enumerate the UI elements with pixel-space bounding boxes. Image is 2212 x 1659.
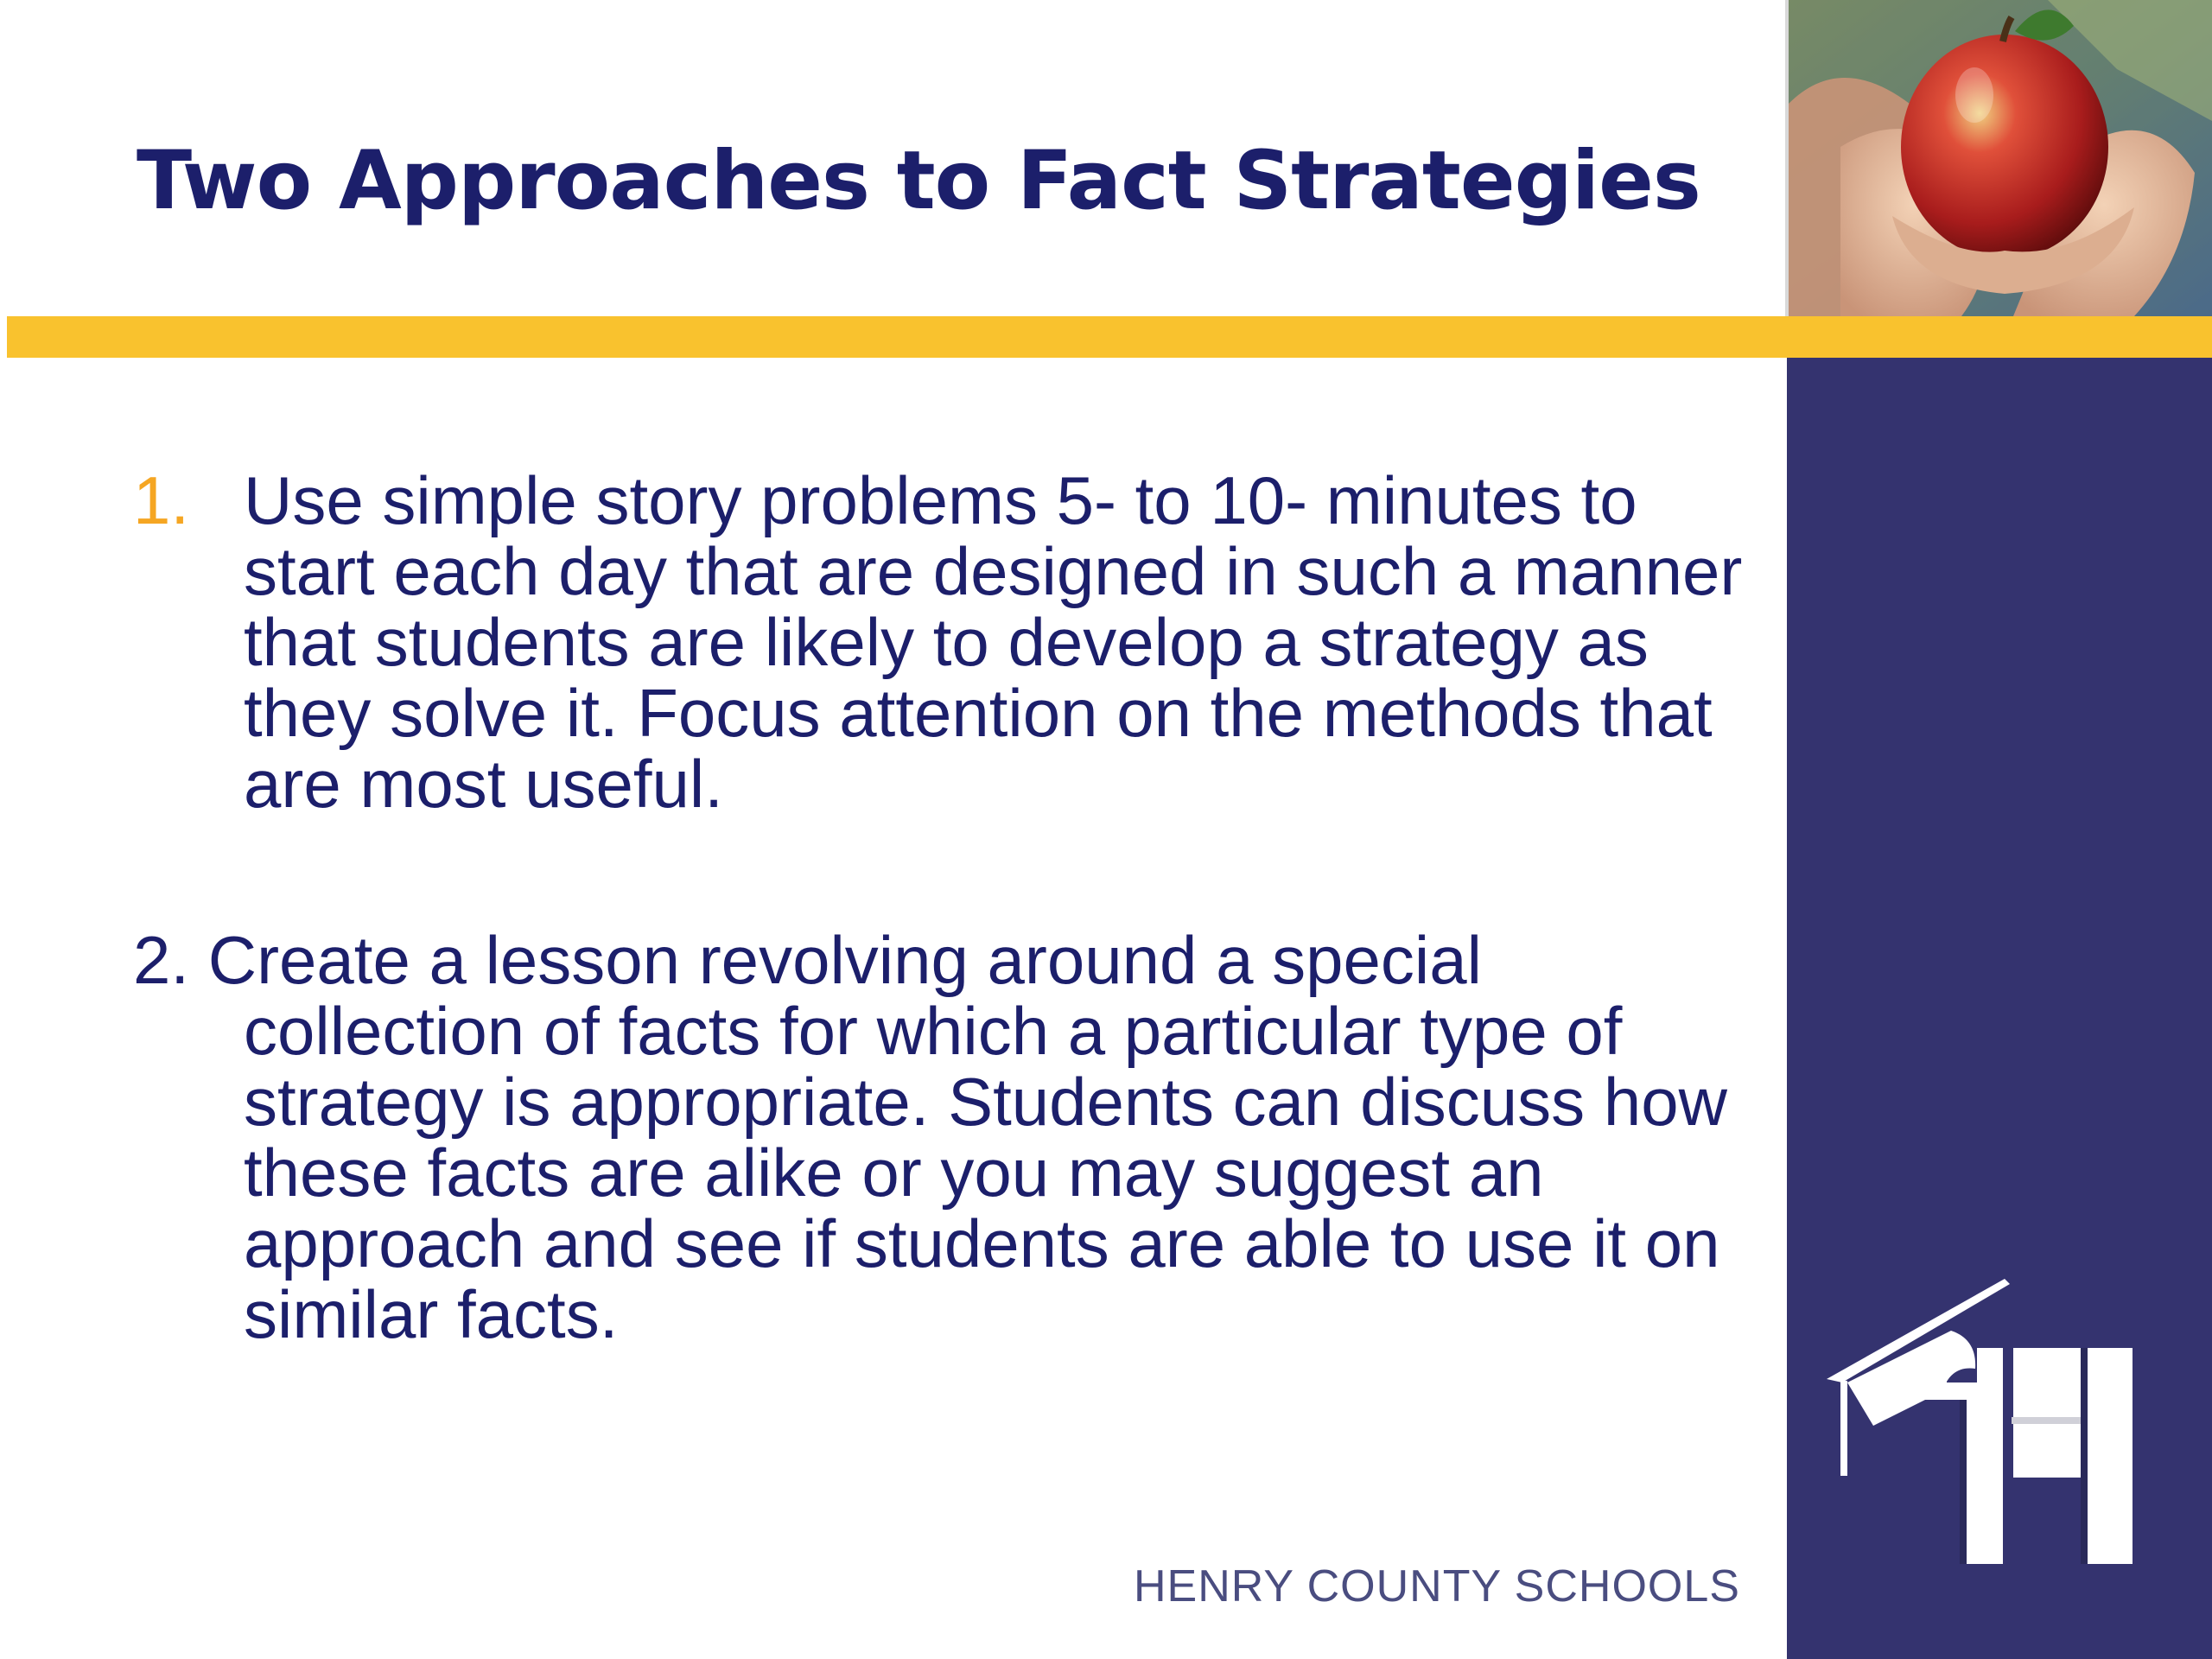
accent-bar <box>7 316 2212 358</box>
apple-photo-illustration <box>1789 0 2212 316</box>
list-item-number: 1. <box>133 462 190 538</box>
list-item-number: 2. <box>133 922 190 998</box>
apple-in-hands-photo <box>1789 0 2212 316</box>
list-item <box>130 462 1754 822</box>
strategy-list <box>130 462 1754 1352</box>
slide-title: Two Approaches to Fact Strategies <box>137 134 1700 228</box>
list-item <box>130 922 1754 1352</box>
list-item-text: Use simple story problems 5- to 10- minutes to start each day that are designed in such a manner that students are likely to develop a strategy as they solve it. Focus attention on the methods that are most useful. <box>244 462 1743 822</box>
graduation-cap-h-logo <box>1821 1279 2150 1607</box>
footer-school-name: HENRY COUNTY SCHOOLS <box>1134 1561 1740 1611</box>
list-item-text: Create a lesson revolving around a special collection of facts for which a particular type of strategy is appropriate. Students can discuss how these facts are alike or you may suggest an approach and see if students are able to use it on similar facts. <box>207 922 1727 1352</box>
